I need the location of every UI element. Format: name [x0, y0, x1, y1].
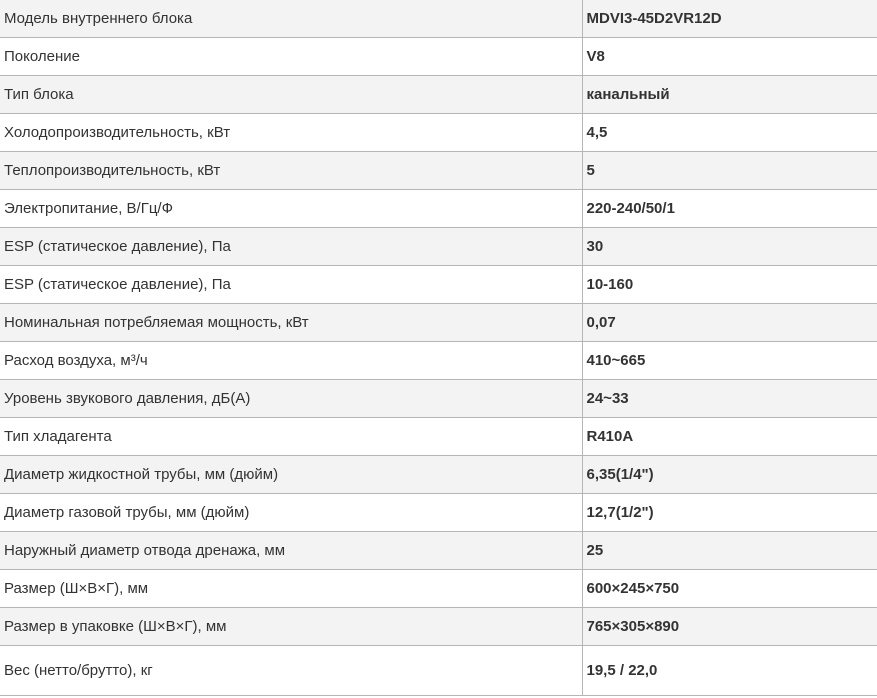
- spec-value: 765×305×890: [582, 608, 877, 646]
- table-row: [0, 76, 877, 114]
- table-row: [0, 38, 877, 76]
- table-row: [0, 0, 877, 38]
- table-row: [0, 152, 877, 190]
- spec-value: 25: [582, 532, 877, 570]
- spec-value: V8: [582, 38, 877, 76]
- spec-value: 4,5: [582, 114, 877, 152]
- spec-value: 5: [582, 152, 877, 190]
- spec-label: Расход воздуха, м³/ч: [0, 342, 582, 380]
- table-row: [0, 494, 877, 532]
- spec-label: Диаметр газовой трубы, мм (дюйм): [0, 494, 582, 532]
- spec-label: Диаметр жидкостной трубы, мм (дюйм): [0, 456, 582, 494]
- spec-label: Поколение: [0, 38, 582, 76]
- spec-label: Холодопроизводительность, кВт: [0, 114, 582, 152]
- spec-value: 24~33: [582, 380, 877, 418]
- spec-value: 0,07: [582, 304, 877, 342]
- spec-label: Теплопроизводительность, кВт: [0, 152, 582, 190]
- table-row: [0, 532, 877, 570]
- spec-label: Тип блока: [0, 76, 582, 114]
- table-row: [0, 190, 877, 228]
- table-row: [0, 570, 877, 608]
- spec-label: Размер (Ш×В×Г), мм: [0, 570, 582, 608]
- spec-value: канальный: [582, 76, 877, 114]
- spec-value: 30: [582, 228, 877, 266]
- table-row: [0, 608, 877, 646]
- spec-label: Тип хладагента: [0, 418, 582, 456]
- spec-label: Номинальная потребляемая мощность, кВт: [0, 304, 582, 342]
- spec-value: 600×245×750: [582, 570, 877, 608]
- table-row: [0, 228, 877, 266]
- table-row: [0, 646, 877, 696]
- table-row: [0, 266, 877, 304]
- spec-label: Электропитание, В/Гц/Ф: [0, 190, 582, 228]
- spec-label: Модель внутреннего блока: [0, 0, 582, 38]
- spec-value: 12,7(1/2"): [582, 494, 877, 532]
- table-row: [0, 304, 877, 342]
- spec-label: ESP (статическое давление), Па: [0, 266, 582, 304]
- table-row: [0, 418, 877, 456]
- spec-value: 6,35(1/4"): [582, 456, 877, 494]
- table-row: [0, 380, 877, 418]
- spec-value: 220-240/50/1: [582, 190, 877, 228]
- spec-label: Вес (нетто/брутто), кг: [0, 646, 582, 696]
- spec-value: 410~665: [582, 342, 877, 380]
- spec-value: 10-160: [582, 266, 877, 304]
- spec-label: Размер в упаковке (Ш×В×Г), мм: [0, 608, 582, 646]
- spec-value: MDVI3-45D2VR12D: [582, 0, 877, 38]
- table-row: [0, 456, 877, 494]
- table-row: [0, 342, 877, 380]
- spec-label: ESP (статическое давление), Па: [0, 228, 582, 266]
- spec-label: Наружный диаметр отвода дренажа, мм: [0, 532, 582, 570]
- spec-value: R410A: [582, 418, 877, 456]
- spec-value: 19,5 / 22,0: [582, 646, 877, 696]
- table-row: [0, 114, 877, 152]
- spec-label: Уровень звукового давления, дБ(А): [0, 380, 582, 418]
